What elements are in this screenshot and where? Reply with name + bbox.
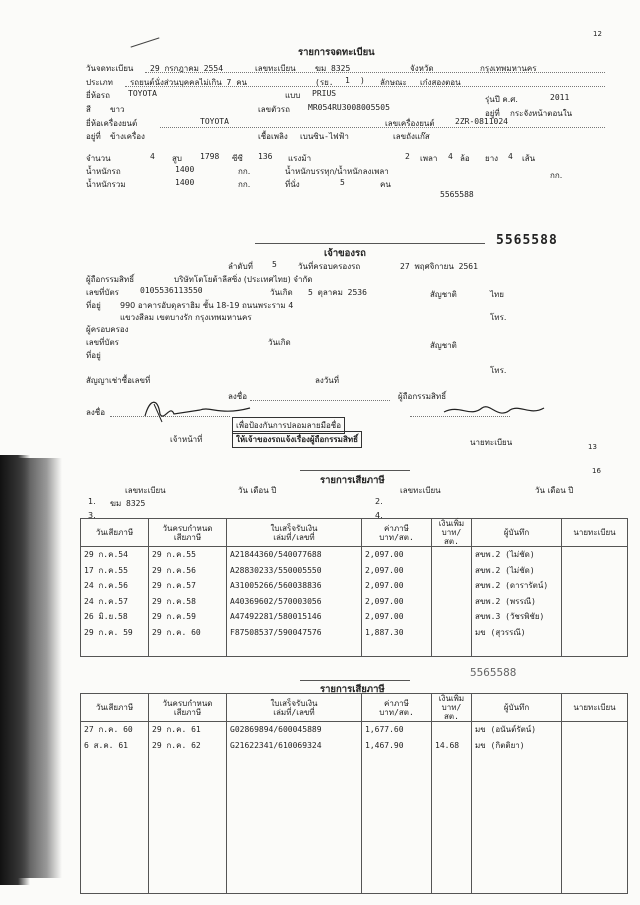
table-row [81,547,628,563]
possessor-address-label: ที่อยู่ [86,351,101,360]
load-kg: กก. [550,171,563,180]
chassis: MR054RU3008005505 [308,103,390,112]
due: 29 ก.ค.59 [149,609,227,625]
sign-label-2: ลงชื่อ [86,408,106,417]
col-registrar: นายทะเบียน [562,519,628,547]
weight-label: น้ำหนักรถ [86,167,121,176]
table-row [81,578,628,594]
id-label: เลขที่บัตร [86,288,119,297]
fine [432,625,472,641]
fine [432,563,472,579]
possession-date-label: วันที่ครอบครองรถ [298,262,361,271]
possessor-id-label: เลขที่บัตร [86,338,119,347]
tax-2-stamp-number: 5565588 [470,666,517,679]
cc-unit: ซีซี [232,154,243,163]
col-tax: ค่าภาษี บาท/สต. [362,519,432,547]
axles: 2 [405,152,410,161]
engine-location: ข้างเครื่อง [110,132,145,141]
hp: 136 [258,152,273,161]
fine [432,547,472,563]
contract-date-label: ลงวันที่ [315,376,340,385]
table-row [81,738,628,754]
plate-row-4-no: 4. [375,511,383,520]
officer-right: นายทะเบียน [470,438,513,447]
col-receipt: ใบเสร็จรับเงิน เล่มที่/เลขที่ [227,519,362,547]
owner-label: ผู้ถือกรรมสิทธิ์ [86,275,135,284]
dotline [250,400,390,401]
receipt: A21844360/540077688 [227,547,362,563]
plate-header-2: เลขทะเบียน [400,486,441,495]
table-row [81,862,628,878]
gross-kg: กก. [238,180,251,189]
dotline [125,86,605,87]
possession-date: 27 พฤศจิกายน 2561 [400,262,478,271]
due: 29 ก.ค. 62 [149,738,227,754]
table-row [81,769,628,785]
paid: 29 ก.ค. 59 [81,625,149,641]
possessor-dob-label: วันเกิด [268,338,291,347]
table-row [81,877,628,893]
table-header [81,519,628,547]
chassis-location-label: อยู่ที่ [485,109,500,118]
sign-label: ลงชื่อ [228,392,248,401]
owner-title: เจ้าของรถ [324,248,366,259]
tax: 2,097.00 [362,547,432,563]
fuel: เบนซิน-ไฟฟ้า [300,132,349,141]
table-row [81,815,628,831]
tax: 2,097.00 [362,609,432,625]
address-line-2: แขวงสีลม เขตบางรัก กรุงเทพมหานคร [120,313,252,322]
weight: 1400 [175,165,195,174]
registrar-signature [440,398,550,422]
cylinders-unit: สูบ [172,154,182,163]
province-label: จังหวัด [410,64,434,73]
paid: 27 ก.ค. 60 [81,722,149,738]
phone-label: โทร. [490,313,507,322]
seats-label: ที่นั่ง [285,180,300,189]
col-registrar: นายทะเบียน [562,694,628,722]
tires: 4 [508,152,513,161]
axles-unit: เพลา [420,154,438,163]
owner-sign-caption: ผู้ถือกรรมสิทธิ์ [398,392,447,401]
registrar [562,625,628,641]
registrar [562,738,628,754]
seats: 5 [340,178,345,187]
date-header-2: วัน เดือน ปี [535,486,574,495]
plate-row-1-no: 1. [88,497,96,506]
table-row [81,625,628,641]
date-header: วัน เดือน ปี [238,486,277,495]
stamp-notify-owner: ให้เจ้าของรถแจ้งเรื่องผู้ถือกรรมสิทธิ์ [232,431,362,448]
registrar [562,609,628,625]
col-paid: วันเสียภาษี [81,694,149,722]
fine [432,594,472,610]
plate: ฆม 8325 [315,64,351,73]
fine [432,578,472,594]
recorder: มข (อนันต์รัตน์) [472,722,562,738]
chassis-label: เลขตัวรถ [258,105,290,114]
possessor-phone-label: โทร. [490,366,507,375]
table-row [81,831,628,847]
recorder: สขพ.2 (พรรณี) [472,594,562,610]
due: 29 ก.ค.55 [149,547,227,563]
table-row [81,784,628,800]
tires-unit: เส้น [522,154,536,163]
registrar [562,563,628,579]
color-label: สี [86,105,91,114]
divider [255,243,485,244]
recorder: สขพ.2 (ไม่ชัด) [472,547,562,563]
col-due: วันครบกำหนด เสียภาษี [149,694,227,722]
nationality: ไทย [490,290,504,299]
contract-label: สัญญาเช่าซื้อเลขที่ [86,376,151,385]
plate-row-2-no: 2. [375,497,383,506]
doc-number: 5565588 [440,190,474,199]
recorder: มข (สุวรรณี) [472,625,562,641]
divider [300,470,410,471]
gas-tank-label: เลขถังแก๊ส [393,132,430,141]
table-header [81,694,628,722]
wheels: 4 [448,152,453,161]
engine-brand-label: ยี่ห้อเครื่องยนต์ [86,119,138,128]
col-fine: เงินเพิ่ม บาท/สต. [432,694,472,722]
dotline [145,72,605,73]
hp-unit: แรงม้า [288,154,312,163]
tax: 2,097.00 [362,578,432,594]
dob: 5 ตุลาคม 2536 [308,288,367,297]
dob-label: วันเกิด [270,288,293,297]
tax-1-table [80,518,628,657]
model: PRIUS [312,89,337,98]
stamp-anti-forgery: เพื่อป้องกันการปลอมลายมือชื่อ [232,417,345,434]
weight-kg: กก. [238,167,251,176]
model-label: แบบ [285,91,301,100]
recorder: สขพ.2 (ไม่ชัด) [472,563,562,579]
tax: 1,887.30 [362,625,432,641]
table-row [81,609,628,625]
col-recorder: ผู้บันทึก [472,694,562,722]
chassis-location: กระจังหน้าตอนใน [510,109,573,118]
plate-header: เลขทะเบียน [125,486,166,495]
fine [432,722,472,738]
gross: 1400 [175,178,195,187]
receipt: A40369602/570003056 [227,594,362,610]
officer-left: เจ้าหน้าที่ [170,435,203,444]
page-number: 12 [593,30,602,38]
paid: 26 มิ.ย.58 [81,609,149,625]
tax: 1,467.90 [362,738,432,754]
col-due: วันครบกำหนด เสียภาษี [149,519,227,547]
table-row [81,753,628,769]
engine-brand: TOYOTA [200,117,229,126]
due: 29 ก.ค.57 [149,578,227,594]
type: รถยนต์นั่งส่วนบุคคลไม่เกิน 7 คน [130,78,248,87]
type-label: ประเภท [86,78,113,87]
order: 5 [272,260,277,269]
model-year-label: รุ่นปี ค.ศ. [485,95,518,104]
paid: 6 ส.ค. 61 [81,738,149,754]
reg-date: 29 กรกฎาคม 2554 [150,64,224,73]
col-receipt: ใบเสร็จรับเงิน เล่มที่/เลขที่ [227,694,362,722]
divider [300,680,410,681]
col-tax: ค่าภาษี บาท/สต. [362,694,432,722]
brand: TOYOTA [128,89,157,98]
id: 0105536113550 [140,286,203,295]
tax: 2,097.00 [362,563,432,579]
brand-label: ยี่ห้อรถ [86,91,110,100]
col-paid: วันเสียภาษี [81,519,149,547]
receipt: A31005266/560038836 [227,578,362,594]
character-label: ลักษณะ [380,78,407,87]
stray-mark [131,37,160,47]
engine-no-label: เลขเครื่องยนต์ [385,119,435,128]
rt-close: ) [360,76,365,85]
engine-location-label: อยู่ที่ [86,132,101,141]
reg-date-label: วันจดทะเบียน [86,64,134,73]
tax-1-title: รายการเสียภาษี [320,475,385,486]
load-label: น้ำหนักบรรทุก/น้ำหนักลงเพลา [285,167,389,176]
owner: บริษัทโตโยต้าลีสซิ่ง (ประเทศไทย) จำกัด [174,275,313,284]
tax-2-table [80,693,628,894]
cylinders-label: จำนวน [86,154,111,163]
fuel-label: เชื้อเพลิง [258,132,288,141]
table-row [81,800,628,816]
recorder: สขพ.2 (ดารารัตน์) [472,578,562,594]
table-row [81,563,628,579]
cylinders: 4 [150,152,155,161]
cc: 1798 [200,152,220,161]
registrar [562,594,628,610]
receipt: A47492281/580015146 [227,609,362,625]
recorder: มข (กิตติยา) [472,738,562,754]
table-row [81,640,628,656]
dotline [160,127,605,128]
col-fine: เงินเพิ่ม บาท/สต. [432,519,472,547]
page-number-2: 13 [588,443,597,451]
paid: 29 ก.ค.54 [81,547,149,563]
tax-2-title: รายการเสียภาษี [320,684,385,695]
tires-label: ยาง [485,154,499,163]
possessor-label: ผู้ครอบครอง [86,325,129,334]
table-row [81,594,628,610]
registration-title: รายการจดทะเบียน [298,47,375,58]
tax: 2,097.00 [362,594,432,610]
due: 29 ก.ค.58 [149,594,227,610]
table-row [81,846,628,862]
receipt: G21622341/610069324 [227,738,362,754]
tax: 1,677.60 [362,722,432,738]
nationality-label: สัญชาติ [430,290,457,299]
address-label: ที่อยู่ [86,301,101,310]
receipt: A28830233/550005550 [227,563,362,579]
big-number: 5565588 [496,233,558,248]
recorder: สขพ.3 (วัชรพิชัย) [472,609,562,625]
paid: 24 ก.ค.56 [81,578,149,594]
due: 29 ก.ค.56 [149,563,227,579]
rt-value: 1 [345,76,350,85]
paid: 24 ก.ค.57 [81,594,149,610]
registrar [562,722,628,738]
plate-row-3-no: 3. [88,511,96,520]
gross-label: น้ำหนักรวม [86,180,126,189]
receipt: F87508537/590047576 [227,625,362,641]
seats-unit: คน [380,180,391,189]
fine [432,609,472,625]
province: กรุงเทพมหานคร [480,64,537,73]
table-row [81,722,628,738]
fine: 14.68 [432,738,472,754]
paid: 17 ก.ค.55 [81,563,149,579]
page-number-3: 16 [592,467,601,475]
due: 29 ก.ค. 60 [149,625,227,641]
registrar [562,547,628,563]
character: เก๋งสองตอน [420,78,461,87]
engine-no: 2ZR-0811024 [455,117,508,126]
address-line-1: 990 อาคารอับดุลราฮิม ชั้น 18-19 ถนนพระราม 4 [120,301,294,310]
model-year: 2011 [550,93,570,102]
scan-shadow-lower [0,455,30,885]
wheels-unit: ล้อ [460,154,470,163]
receipt: G02869894/600045889 [227,722,362,738]
plate-row-1-plate: ฆม 8325 [110,499,146,508]
plate-label: เลขทะเบียน [255,64,296,73]
rt-label: (รย. [315,78,334,87]
possessor-nationality-label: สัญชาติ [430,341,457,350]
due: 29 ก.ค. 61 [149,722,227,738]
col-recorder: ผู้บันทึก [472,519,562,547]
order-label: ลำดับที่ [228,262,253,271]
registrar [562,578,628,594]
color: ขาว [110,105,125,114]
